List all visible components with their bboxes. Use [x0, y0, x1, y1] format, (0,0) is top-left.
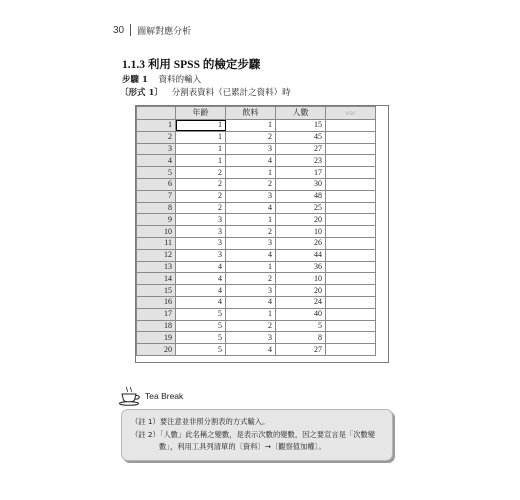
empty-var-cell[interactable] [326, 214, 376, 226]
form-text: 分割表資料（已累計之資料）時 [171, 88, 291, 98]
table-row [137, 237, 376, 249]
row-number[interactable]: 19 [137, 332, 176, 344]
count-cell[interactable]: 30 [276, 178, 326, 190]
table-row [137, 261, 376, 273]
table-row [137, 143, 376, 155]
count-cell[interactable]: 27 [276, 344, 326, 356]
table-row [137, 178, 376, 190]
row-number[interactable]: 13 [137, 261, 176, 273]
empty-var-cell[interactable] [326, 308, 376, 320]
step-label: 步驟 1 [122, 75, 148, 85]
row-number[interactable]: 15 [137, 285, 176, 297]
empty-var-cell[interactable] [326, 285, 376, 297]
count-cell[interactable]: 24 [276, 296, 326, 308]
count-cell[interactable]: 8 [276, 332, 326, 344]
empty-var-cell[interactable] [326, 226, 376, 238]
age-cell[interactable]: 5 [176, 320, 226, 332]
age-cell[interactable]: 2 [176, 202, 226, 214]
drink-cell[interactable]: 1 [226, 167, 276, 179]
table-row [137, 131, 376, 143]
age-cell[interactable]: 4 [176, 273, 226, 285]
age-cell[interactable]: 1 [176, 155, 226, 167]
table-row [137, 273, 376, 285]
drink-cell[interactable]: 2 [226, 178, 276, 190]
age-cell[interactable]: 3 [176, 237, 226, 249]
drink-cell[interactable]: 4 [226, 344, 276, 356]
section-title: 1.1.3 利用 SPSS 的檢定步驟 [122, 59, 261, 71]
drink-cell[interactable]: 2 [226, 226, 276, 238]
drink-cell[interactable]: 2 [226, 131, 276, 143]
column-header-age[interactable]: 年齡 [176, 107, 226, 120]
empty-var-cell[interactable] [326, 332, 376, 344]
count-cell[interactable]: 10 [276, 226, 326, 238]
age-cell[interactable]: 1 [176, 131, 226, 143]
row-number[interactable]: 10 [137, 226, 176, 238]
row-number[interactable]: 9 [137, 214, 176, 226]
table-row [137, 320, 376, 332]
drink-cell[interactable]: 3 [226, 237, 276, 249]
step-text: 資料的輸入 [158, 75, 202, 85]
age-cell[interactable]: 4 [176, 285, 226, 297]
age-cell[interactable]: 1 [176, 120, 226, 132]
table-row [137, 190, 376, 202]
empty-var-cell[interactable] [326, 237, 376, 249]
count-cell[interactable]: 10 [276, 273, 326, 285]
teacup-icon [118, 386, 142, 406]
row-number[interactable]: 3 [137, 143, 176, 155]
empty-var-cell[interactable] [326, 296, 376, 308]
empty-var-cell[interactable] [326, 178, 376, 190]
empty-var-cell[interactable] [326, 249, 376, 261]
table-row [137, 296, 376, 308]
drink-cell[interactable]: 4 [226, 155, 276, 167]
data-table [136, 106, 376, 356]
age-cell[interactable]: 5 [176, 332, 226, 344]
note-2: （註 2）「人數」此名稱之變數，是表示次數的變數，因之要宣言是「次數變 [131, 430, 376, 439]
drink-cell[interactable]: 3 [226, 143, 276, 155]
tea-break-title: Tea Break [145, 391, 184, 401]
row-number[interactable]: 7 [137, 190, 176, 202]
row-number[interactable]: 17 [137, 308, 176, 320]
age-cell[interactable]: 3 [176, 214, 226, 226]
count-cell[interactable]: 48 [276, 190, 326, 202]
page-header [113, 22, 191, 38]
row-number[interactable]: 1 [137, 120, 176, 132]
tea-break-notes [121, 409, 393, 461]
count-cell[interactable]: 20 [276, 214, 326, 226]
drink-cell[interactable]: 4 [226, 249, 276, 261]
row-number[interactable]: 4 [137, 155, 176, 167]
table-row [137, 202, 376, 214]
age-cell[interactable]: 4 [176, 261, 226, 273]
row-number[interactable]: 18 [137, 320, 176, 332]
drink-cell[interactable]: 3 [226, 285, 276, 297]
count-cell[interactable]: 45 [276, 131, 326, 143]
drink-cell[interactable]: 4 [226, 202, 276, 214]
count-cell[interactable]: 15 [276, 120, 326, 132]
corner-cell[interactable] [137, 107, 176, 120]
age-cell[interactable]: 2 [176, 190, 226, 202]
empty-var-cell[interactable] [326, 320, 376, 332]
drink-cell[interactable]: 1 [226, 261, 276, 273]
table-header-row [137, 107, 376, 120]
count-cell[interactable]: 20 [276, 285, 326, 297]
table-row [137, 332, 376, 344]
column-header-drink[interactable]: 飲料 [226, 107, 276, 120]
drink-cell[interactable]: 2 [226, 320, 276, 332]
form-line [120, 86, 291, 98]
tea-break-heading [118, 386, 183, 406]
row-number[interactable]: 16 [137, 296, 176, 308]
drink-cell[interactable]: 1 [226, 120, 276, 132]
spss-data-grid[interactable] [135, 105, 389, 363]
age-cell[interactable]: 3 [176, 226, 226, 238]
table-row [137, 167, 376, 179]
empty-var-cell[interactable] [326, 143, 376, 155]
row-number[interactable]: 12 [137, 249, 176, 261]
drink-cell[interactable]: 4 [226, 296, 276, 308]
row-number[interactable]: 6 [137, 178, 176, 190]
count-cell[interactable]: 44 [276, 249, 326, 261]
empty-var-cell[interactable] [326, 155, 376, 167]
table-row [137, 308, 376, 320]
note-1: （註 1）要注意並非照分割表的方式輸入。 [131, 417, 270, 426]
count-cell[interactable]: 5 [276, 320, 326, 332]
table-row [137, 120, 376, 132]
step-line [122, 73, 201, 85]
column-header-var[interactable]: var [326, 107, 376, 120]
empty-var-cell[interactable] [326, 120, 376, 132]
table-row [137, 344, 376, 356]
row-number[interactable]: 11 [137, 237, 176, 249]
drink-cell[interactable]: 2 [226, 273, 276, 285]
row-number[interactable]: 20 [137, 344, 176, 356]
age-cell[interactable]: 3 [176, 249, 226, 261]
count-cell[interactable]: 17 [276, 167, 326, 179]
empty-var-cell[interactable] [326, 190, 376, 202]
count-cell[interactable]: 23 [276, 155, 326, 167]
form-label: 〔形式 1〕 [120, 88, 163, 98]
row-number[interactable]: 8 [137, 202, 176, 214]
count-cell[interactable]: 40 [276, 308, 326, 320]
count-cell[interactable]: 26 [276, 237, 326, 249]
empty-var-cell[interactable] [326, 344, 376, 356]
age-cell[interactable]: 2 [176, 167, 226, 179]
age-cell[interactable]: 5 [176, 344, 226, 356]
table-row [137, 214, 376, 226]
running-title: 圖解對應分析 [137, 26, 192, 37]
empty-var-cell[interactable] [326, 261, 376, 273]
empty-var-cell[interactable] [326, 273, 376, 285]
row-number[interactable]: 2 [137, 131, 176, 143]
count-cell[interactable]: 27 [276, 143, 326, 155]
row-number[interactable]: 14 [137, 273, 176, 285]
drink-cell[interactable]: 3 [226, 332, 276, 344]
row-number[interactable]: 5 [137, 167, 176, 179]
table-row [137, 155, 376, 167]
table-row [137, 249, 376, 261]
table-row [137, 226, 376, 238]
empty-var-cell[interactable] [326, 167, 376, 179]
column-header-count[interactable]: 人數 [276, 107, 326, 120]
drink-cell[interactable]: 3 [226, 190, 276, 202]
count-cell[interactable]: 25 [276, 202, 326, 214]
age-cell[interactable]: 2 [176, 178, 226, 190]
table-row [137, 285, 376, 297]
age-cell[interactable]: 4 [176, 296, 226, 308]
empty-var-cell[interactable] [326, 131, 376, 143]
header-divider [130, 24, 131, 36]
count-cell[interactable]: 36 [276, 261, 326, 273]
age-cell[interactable]: 5 [176, 308, 226, 320]
drink-cell[interactable]: 1 [226, 214, 276, 226]
age-cell[interactable]: 1 [176, 143, 226, 155]
note-2-continued: 數」，利用工具列清單的〔資料〕→〔觀察值加權〕。 [159, 442, 326, 451]
page-number: 30 [113, 24, 125, 36]
drink-cell[interactable]: 1 [226, 308, 276, 320]
empty-var-cell[interactable] [326, 202, 376, 214]
